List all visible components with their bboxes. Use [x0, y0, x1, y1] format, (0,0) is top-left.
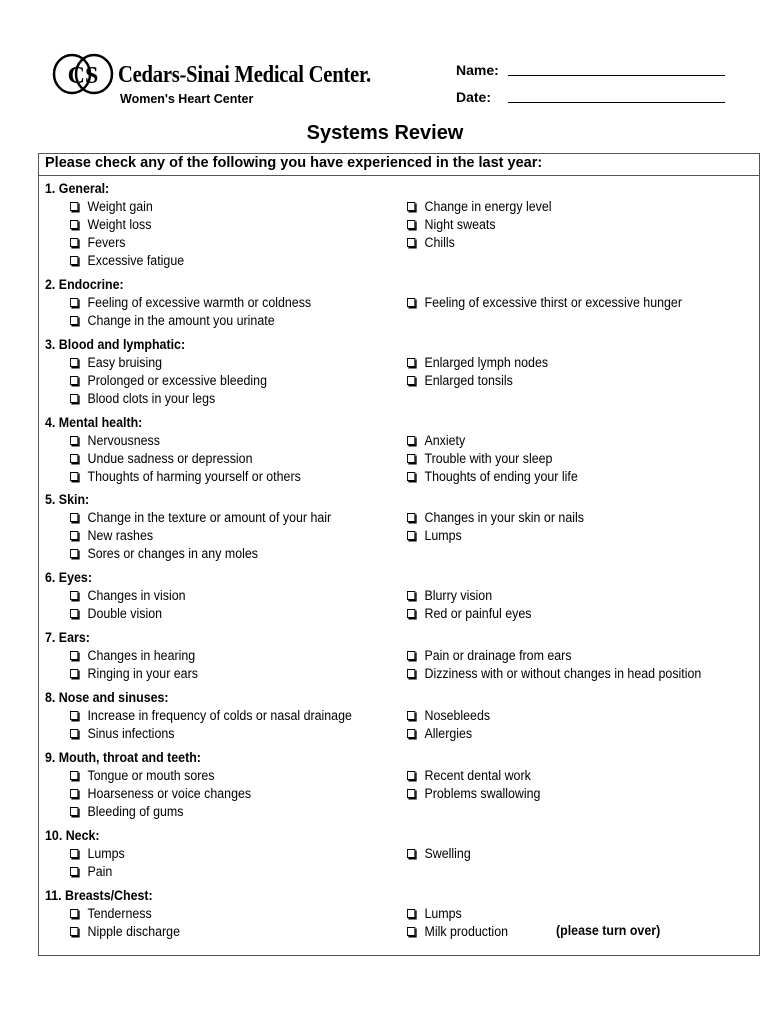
checklist-item[interactable]: [407, 199, 552, 214]
checklist-item[interactable]: [407, 451, 552, 466]
checklist-item[interactable]: [407, 906, 462, 921]
checkbox-icon[interactable]: [407, 358, 415, 367]
checklist-item[interactable]: [70, 726, 174, 741]
checkbox-icon[interactable]: [70, 316, 78, 325]
checklist-item[interactable]: [70, 253, 184, 268]
checklist-item[interactable]: [70, 451, 253, 466]
checklist-item-label: Nervousness: [87, 433, 160, 448]
checklist-item-label: Sores or changes in any moles: [87, 545, 259, 561]
checkbox-icon[interactable]: [407, 202, 415, 211]
checklist-item-label: Change in energy level: [424, 199, 552, 214]
checkbox-icon[interactable]: [407, 531, 415, 540]
cedars-sinai-logo: [52, 52, 114, 96]
checklist-item-label: Recent dental work: [424, 768, 531, 783]
checklist-item[interactable]: [407, 433, 465, 448]
checklist-item-label: Thoughts of ending your life: [424, 468, 578, 484]
checkbox-icon[interactable]: [70, 549, 78, 558]
section-title: 8. Nose and sinuses:: [45, 690, 169, 705]
checklist-item-label: Feeling of excessive thirst or excessive hunger: [424, 295, 682, 310]
turn-over-note: (please turn over): [556, 923, 661, 938]
date-input-line[interactable]: [508, 102, 725, 103]
checklist-item-label: Blurry vision: [424, 588, 493, 603]
name-label: Name:: [456, 62, 499, 78]
checklist-item[interactable]: [70, 433, 160, 448]
section-title: 5. Skin:: [45, 492, 90, 507]
checkbox-icon[interactable]: [70, 220, 78, 229]
checklist-item-label: Swelling: [424, 846, 471, 861]
checkbox-icon[interactable]: [70, 358, 78, 367]
section-title: 3. Blood and lymphatic:: [45, 337, 186, 352]
checkbox-icon[interactable]: [407, 609, 415, 618]
checklist-item-label: Changes in vision: [87, 588, 186, 603]
checklist-item-label: Lumps: [424, 527, 462, 543]
checkbox-icon[interactable]: [70, 771, 78, 780]
checkbox-icon[interactable]: [70, 256, 78, 265]
checklist-item-label: Dizziness with or without changes in head position: [424, 665, 702, 681]
checklist-item[interactable]: [407, 469, 578, 484]
section-title: 7. Ears:: [45, 630, 90, 645]
checklist-item[interactable]: [407, 528, 462, 543]
checkbox-icon[interactable]: [70, 513, 78, 522]
checkbox-icon[interactable]: [70, 454, 78, 463]
checkbox-icon[interactable]: [70, 909, 78, 918]
checklist-item[interactable]: [407, 217, 496, 232]
date-label: Date:: [456, 89, 492, 105]
checklist-item[interactable]: [70, 391, 215, 406]
checkbox-icon[interactable]: [407, 454, 415, 463]
checklist-item-label: Lumps: [424, 906, 462, 921]
checklist-item[interactable]: [70, 846, 125, 861]
instruction-divider: [38, 175, 760, 176]
checklist-item[interactable]: [407, 510, 584, 525]
checklist-item[interactable]: [70, 666, 198, 681]
checklist-item-label: Fevers: [87, 234, 126, 250]
checkbox-icon[interactable]: [70, 789, 78, 798]
checklist-item-label: Excessive fatigue: [87, 252, 185, 268]
checklist-item-label: Blood clots in your legs: [87, 390, 216, 406]
checklist-item[interactable]: [407, 768, 531, 783]
checklist-item[interactable]: [70, 217, 151, 232]
section-title: 11. Breasts/Chest:: [45, 888, 153, 903]
instruction-text: Please check any of the following you have experienced in the last year:: [45, 155, 543, 171]
checklist-item[interactable]: [70, 235, 125, 250]
checkbox-icon[interactable]: [70, 711, 78, 720]
checklist-item-label: Lumps: [87, 846, 125, 861]
checklist-item-label: Enlarged tonsils: [424, 372, 513, 388]
checklist-item-label: Anxiety: [424, 433, 466, 448]
checklist-item-label: Weight gain: [87, 199, 153, 214]
section-title: 1. General:: [45, 181, 110, 196]
checklist-item[interactable]: [70, 546, 258, 561]
checkbox-icon[interactable]: [70, 436, 78, 445]
checkbox-icon[interactable]: [70, 849, 78, 858]
checkbox-icon[interactable]: [70, 807, 78, 816]
checklist-item-label: Change in the amount you urinate: [87, 312, 275, 328]
checkbox-icon[interactable]: [70, 202, 78, 211]
checklist-item[interactable]: [407, 373, 513, 388]
checklist-item-label: Easy bruising: [87, 355, 163, 370]
checklist-item-label: Allergies: [424, 725, 473, 741]
checklist-item-label: Hoarseness or voice changes: [87, 785, 252, 801]
checklist-item[interactable]: [70, 528, 153, 543]
checkbox-icon[interactable]: [70, 298, 78, 307]
org-name: Cedars-Sinai Medical Center.: [118, 62, 371, 88]
checkbox-icon[interactable]: [70, 394, 78, 403]
logo-monogram: CS: [67, 63, 99, 89]
checklist-item-label: Pain or drainage from ears: [424, 648, 572, 663]
checklist-item-label: Red or painful eyes: [424, 605, 532, 621]
checklist-item[interactable]: [70, 355, 162, 370]
page-title: Systems Review: [306, 122, 464, 144]
name-input-line[interactable]: [508, 75, 725, 76]
checklist-item-label: Tongue or mouth sores: [87, 768, 215, 783]
checklist-item[interactable]: [407, 924, 508, 939]
checkbox-icon[interactable]: [70, 927, 78, 936]
checklist-item-label: Prolonged or excessive bleeding: [87, 372, 267, 388]
checklist-item-label: Weight loss: [87, 216, 152, 232]
checkbox-icon[interactable]: [70, 609, 78, 618]
checklist-item[interactable]: [70, 786, 251, 801]
checklist-item-label: Increase in frequency of colds or nasal drainage: [87, 708, 352, 723]
checklist-item-label: Nosebleeds: [424, 708, 491, 723]
checklist-item[interactable]: [407, 355, 548, 370]
checkbox-icon[interactable]: [70, 651, 78, 660]
checklist-item-label: Trouble with your sleep: [424, 450, 553, 466]
checklist-item[interactable]: [70, 588, 186, 603]
checkbox-icon[interactable]: [70, 669, 78, 678]
section-title: 2. Endocrine:: [45, 277, 124, 292]
checklist-item[interactable]: [70, 606, 162, 621]
section-title: 6. Eyes:: [45, 570, 92, 585]
checklist-item-label: Milk production: [424, 923, 509, 939]
checkbox-icon[interactable]: [407, 220, 415, 229]
checkbox-icon[interactable]: [407, 849, 415, 858]
checklist-item-label: Pain: [87, 863, 113, 879]
checklist-item-label: Double vision: [87, 605, 163, 621]
department-name: Women's Heart Center: [120, 92, 254, 106]
checklist-item-label: Thoughts of harming yourself or others: [87, 468, 301, 484]
checklist-item[interactable]: [70, 373, 267, 388]
checklist-item-label: Night sweats: [424, 216, 496, 232]
checklist-item[interactable]: [407, 666, 701, 681]
checklist-item[interactable]: [407, 235, 455, 250]
checkbox-icon[interactable]: [407, 789, 415, 798]
checklist-item-label: Enlarged lymph nodes: [424, 355, 549, 370]
section-title: 9. Mouth, throat and teeth:: [45, 750, 201, 765]
checkbox-icon[interactable]: [70, 472, 78, 481]
checklist-item[interactable]: [407, 606, 532, 621]
checkbox-icon[interactable]: [407, 729, 415, 738]
checklist-item[interactable]: [407, 295, 682, 310]
checklist-item-label: Chills: [424, 234, 455, 250]
checklist-item[interactable]: [70, 648, 195, 663]
section-title: 4. Mental health:: [45, 415, 143, 430]
checkbox-icon[interactable]: [407, 376, 415, 385]
checklist-item-label: Undue sadness or depression: [87, 450, 253, 466]
checklist-item-label: Bleeding of gums: [87, 803, 184, 819]
checkbox-icon[interactable]: [407, 238, 415, 247]
checklist-item-label: Changes in hearing: [87, 648, 196, 663]
checkbox-icon[interactable]: [407, 298, 415, 307]
checklist-item-label: Nipple discharge: [87, 923, 180, 939]
checklist-item-label: Changes in your skin or nails: [424, 510, 584, 525]
checklist-item-label: Tenderness: [87, 906, 152, 921]
checklist-item[interactable]: [70, 924, 180, 939]
checklist-item[interactable]: [70, 313, 275, 328]
checklist-item-label: Problems swallowing: [424, 785, 541, 801]
checklist-item[interactable]: [70, 708, 352, 723]
checklist-item[interactable]: [70, 510, 331, 525]
checklist-item[interactable]: [70, 906, 152, 921]
checklist-item[interactable]: [70, 804, 183, 819]
checkbox-icon[interactable]: [407, 591, 415, 600]
checklist-item[interactable]: [407, 708, 490, 723]
checkbox-icon[interactable]: [407, 927, 415, 936]
checklist-item[interactable]: [70, 864, 112, 879]
checklist-item[interactable]: [70, 768, 215, 783]
checkbox-icon[interactable]: [407, 651, 415, 660]
section-title: 10. Neck:: [45, 828, 100, 843]
checkbox-icon[interactable]: [407, 909, 415, 918]
checkbox-icon[interactable]: [70, 591, 78, 600]
checklist-item-label: New rashes: [87, 527, 154, 543]
checkbox-icon[interactable]: [70, 531, 78, 540]
checkbox-icon[interactable]: [407, 472, 415, 481]
checklist-item[interactable]: [407, 648, 572, 663]
checklist-item[interactable]: [70, 295, 311, 310]
checkbox-icon[interactable]: [407, 513, 415, 522]
checklist-item-label: Change in the texture or amount of your hair: [87, 510, 332, 525]
checklist-item[interactable]: [407, 846, 471, 861]
checklist-item-label: Feeling of excessive warmth or coldness: [87, 295, 312, 310]
checkbox-icon[interactable]: [70, 376, 78, 385]
checklist-item[interactable]: [407, 786, 540, 801]
checkbox-icon[interactable]: [70, 238, 78, 247]
checkbox-icon[interactable]: [407, 771, 415, 780]
checkbox-icon[interactable]: [70, 729, 78, 738]
checkbox-icon[interactable]: [70, 867, 78, 876]
checkbox-icon[interactable]: [407, 669, 415, 678]
checklist-item[interactable]: [407, 588, 492, 603]
checklist-item[interactable]: [70, 199, 153, 214]
checklist-item[interactable]: [407, 726, 472, 741]
checklist-item[interactable]: [70, 469, 301, 484]
checklist-item-label: Sinus infections: [87, 725, 175, 741]
checkbox-icon[interactable]: [407, 711, 415, 720]
checklist-item-label: Ringing in your ears: [87, 665, 198, 681]
checkbox-icon[interactable]: [407, 436, 415, 445]
